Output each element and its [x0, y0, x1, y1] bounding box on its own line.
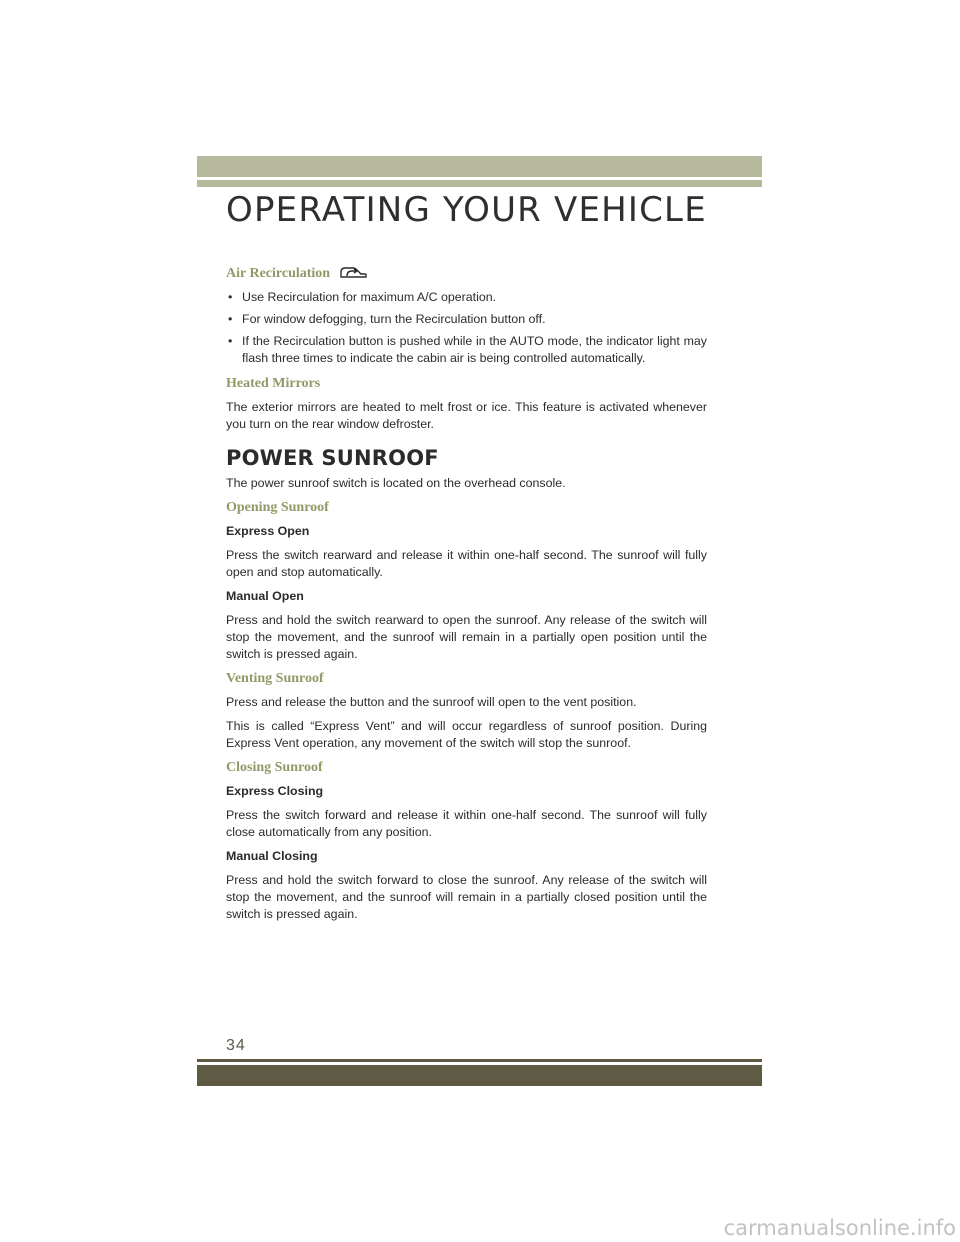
manual-open-text: Press and hold the switch rearward to open the sunroof. Any release of the switch will stop the movement, and the sunroof will remain in a partially open position until the switch is pressed again.	[226, 613, 707, 661]
list-item: • If the Recirculation button is pushed while in the AUTO mode, the indicator light may flash three times to indicate the cabin air is being controlled automatically.	[228, 334, 707, 365]
header-band	[197, 156, 762, 177]
heated-mirrors-text: The exterior mirrors are heated to melt frost or ice. This feature is activated whenever you turn on the rear window defroster.	[226, 400, 707, 431]
list-item: • Use Recirculation for maximum A/C operation.	[228, 290, 497, 304]
page-number: 34	[226, 1037, 246, 1054]
page-content	[226, 264, 707, 930]
air-recirculation-heading-row	[226, 264, 707, 282]
express-closing-text: Press the switch forward and release it within one-half second. The sunroof will fully close automatically from any position.	[226, 808, 707, 839]
manual-closing-text: Press and hold the switch forward to close the sunroof. Any release of the switch will stop the movement, and the sunroof will remain in a partially closed position until the switch is pressed again.	[226, 873, 707, 921]
heated-mirrors-heading: Heated Mirrors	[226, 376, 321, 391]
footer-band	[197, 1065, 762, 1086]
section-title: OPERATING YOUR VEHICLE	[226, 190, 707, 230]
venting-text-1: Press and release the button and the sunroof will open to the vent position.	[226, 695, 637, 709]
air-recirculation-heading: Air Recirculation	[226, 265, 331, 281]
list-item: • For window defogging, turn the Recirculation button off.	[228, 312, 546, 326]
express-open-label: Express Open	[226, 524, 310, 538]
venting-sunroof-heading: Venting Sunroof	[226, 671, 324, 686]
footer-line	[197, 1059, 762, 1062]
power-sunroof-heading: POWER SUNROOF	[226, 446, 439, 470]
venting-text-2: This is called “Express Vent” and will occur regardless of sunroof position. During Express Vent operation, any movement of the switch will stop the sunroof.	[226, 719, 707, 750]
closing-sunroof-heading: Closing Sunroof	[226, 760, 323, 775]
recirculation-icon	[338, 264, 368, 282]
power-sunroof-intro: The power sunroof switch is located on the overhead console.	[226, 476, 566, 490]
express-closing-label: Express Closing	[226, 784, 324, 798]
watermark: carmanualsonline.info	[723, 1216, 956, 1240]
manual-closing-label: Manual Closing	[226, 849, 318, 863]
opening-sunroof-heading: Opening Sunroof	[226, 500, 329, 515]
express-open-text: Press the switch rearward and release it within one-half second. The sunroof will fully open and stop automatically.	[226, 548, 707, 579]
air-recirculation-list	[226, 289, 707, 367]
header-band-thin	[197, 180, 762, 187]
manual-open-label: Manual Open	[226, 589, 304, 603]
